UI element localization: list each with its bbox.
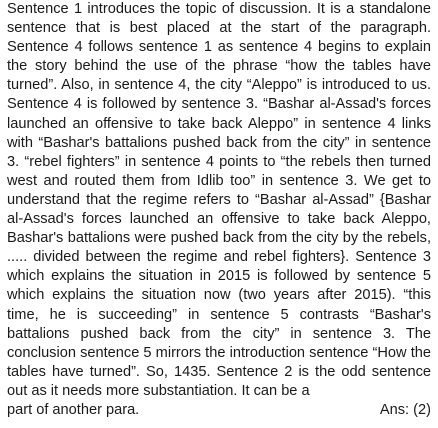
- explanation-paragraph: Sentence 1 introduces the topic of discussion. It is a standalone sentence that is best placed at the start of the paragraph. Sentence 4 follows sentence 1 as sentence 4 begins to explain the story behind the use of the phrase “how the tables have turned”. Also, in sentence 4, the city “Aleppo” is introduced to us. Sentence 4 is followed by sentence 3. “Bashar al-Assad's forces launched an offensive to take back Aleppo” in sentence 4 links with “Bashar's battalions pushed back from the city” in sentence 3. “rebel fighters” in sentence 4 points to “the rebels then turned west and routed them from Idlib too” in sentence 3. We get to understand that the regime refers to “Bashar al-Assad” {Bashar al-Assad's forces launched an offensive to take back Aleppo, Bashar's battalions were pushed back from the city by the rebels, ..... divided between the regime and rebel fighters}. Sentence 3 which explains the situation in 2015 is followed by sentence 5 which explains the situation now (two years after 2015). “this time, he is succeeding” in sentence 5 contrasts “Bashar's battalions pushed back from the city” in sentence 3. The conclusion sentence 5 mirrors the introduction sentence “How the tables have turned”. So, 1435. Sentence 2 is the odd sentence out as it needs more substantiation. It can be a: [7, 1, 431, 399]
- paragraph-last-line: part of another para.: [7, 401, 140, 418]
- answer-line: [7, 401, 431, 420]
- answer-label: Ans: (2): [379, 401, 431, 418]
- document-body: [7, 0, 431, 420]
